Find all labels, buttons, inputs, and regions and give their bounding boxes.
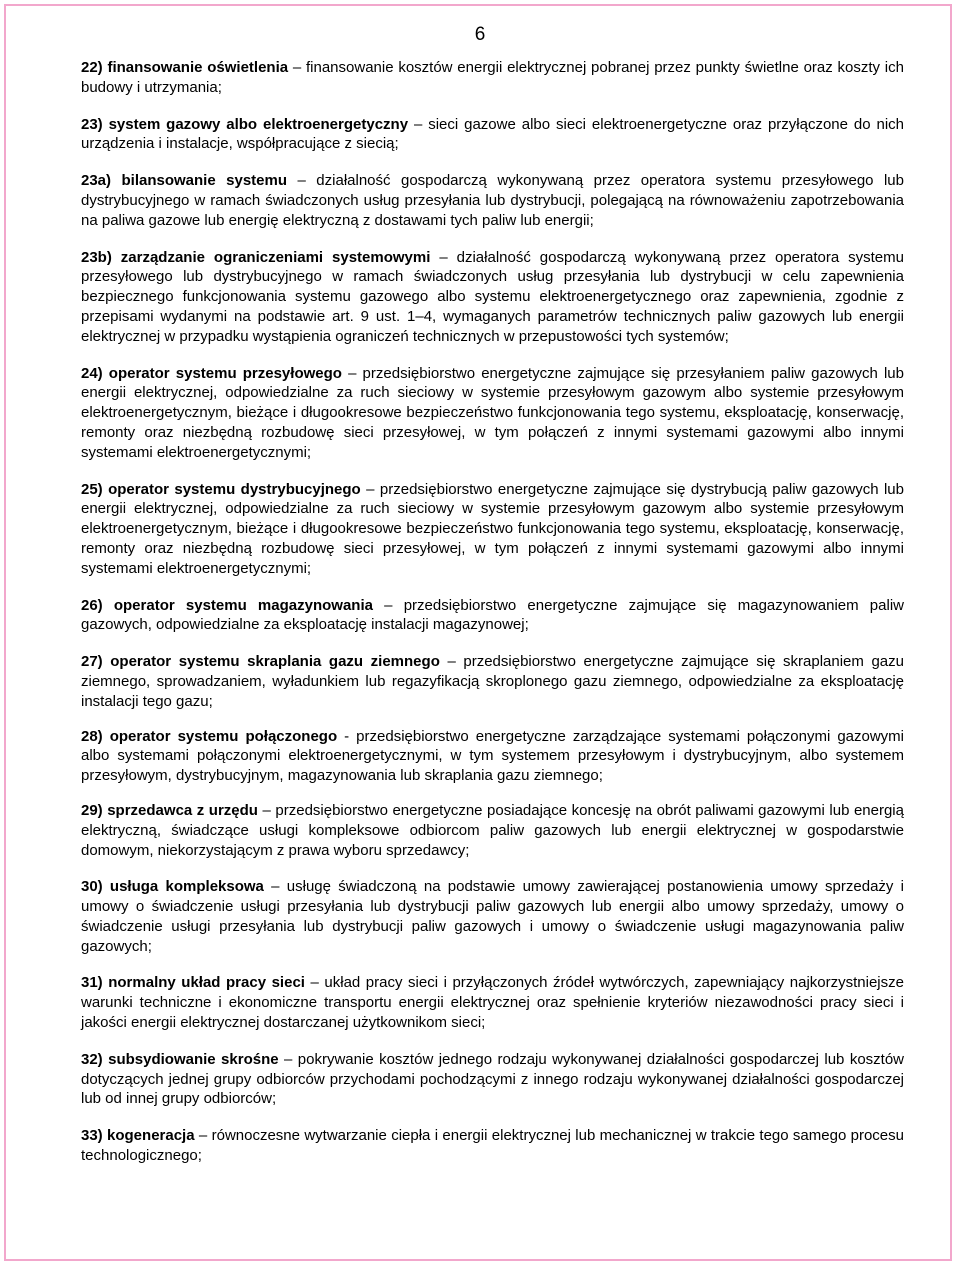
definition-term: 24) operator systemu przesyłowego [81,364,342,382]
definition-text: równoczesne wytwarzanie ciepła i energii elektrycznej lub mechanicznej w trakcie tego samego procesu technologicznego; [81,1127,904,1165]
definition-entry-22 [81,58,904,98]
definition-entry-23 [81,115,904,155]
definition-entry-31 [81,973,904,1032]
definition-term: 31) normalny układ pracy sieci [81,974,305,992]
definition-separator: – [408,115,429,133]
definition-text: usługę świadczoną na podstawie umowy zawierającej postanowienia umowy sprzedaży i umowy o świadczenie usługi przesyłania lub dystrybucji paliw gazowych lub energii albo umowy sprzedaży, umowy o świadczenie usługi przesyłania lub dystrybucji paliw gazowych i umowy o świadczenie usługi magazynowania paliw gazowych; [81,878,904,955]
definition-text: układ pracy sieci i przyłączonych źródeł wytwórczych, zapewniający najkorzystniejsze warunki techniczne i ekonomiczne transportu energii elektrycznej oraz spełnienie kryteriów niezawodności pracy sieci i jakości energii elektrycznej dostarczanej użytkownikom sieci; [81,974,904,1032]
definition-entry-23b [81,248,904,347]
definition-entry-32 [81,1050,904,1109]
definition-entry-24 [81,364,904,463]
definition-text: sieci gazowe albo sieci elektroenergetyczne oraz przyłączone do nich urządzenia i instalacje, współpracujące z siecią; [81,115,904,153]
definition-separator: - [337,727,357,745]
definition-entry-28 [81,727,904,786]
definition-entry-23a [81,171,904,230]
definition-separator: – [194,1127,212,1145]
definition-separator: – [263,878,287,896]
definition-separator: – [360,480,380,498]
definition-term: 29) sprzedawca z urzędu [81,801,258,819]
definition-term: 22) finansowanie oświetlenia [81,59,289,76]
definitions-list [81,58,904,1183]
definition-term: 23b) zarządzanie ograniczeniami systemowymi [81,248,431,266]
definition-text: przedsiębiorstwo energetyczne zajmujące się dystrybucją paliw gazowych lub energii elektrycznej, odpowiedzialne za ruch sieciowy w systemie przesyłowym gazowym albo systemie przesyłowym elektroenergetycznym, bieżące i długookresowe bezpieczeństwo funkcjonowania tego systemu, eksploatację, konserwację, remonty oraz niezbędną rozbudowę sieci przesyłowej, w tym połączeń z innymi systemami gazowymi albo innymi systemami elektroenergetycznymi; [81,480,904,577]
definition-term: 32) subsydiowanie skrośne [81,1050,279,1068]
definition-term: 25) operator systemu dystrybucyjnego [81,480,361,498]
definition-separator: – [288,59,306,76]
definition-term: 30) usługa kompleksowa [81,878,264,896]
definition-entry-27 [81,652,904,711]
definition-separator: – [439,653,464,671]
definition-text: przedsiębiorstwo energetyczne zajmujące się skraplaniem gazu ziemnego, sprowadzaniem, wyładunkiem lub regazyfikacją skroplonego gazu ziemnego, odpowiedzialne za eksploatację instalacji tego gazu; [81,653,904,710]
definition-separator: – [257,801,276,819]
definition-term: 33) kogeneracja [81,1127,195,1145]
definition-text: przedsiębiorstwo energetyczne zarządzające systemami połączonymi gazowymi albo systemami połączonymi elektroenergetycznymi, w tym systemem przesyłowym i dystrybucyjnym, albo systemem przesyłowym, dystrybucyjnym, magazynowania lub skraplania gazu ziemnego; [81,727,904,785]
definition-entry-25 [81,480,904,579]
definition-entry-26 [81,596,904,636]
definition-text: przedsiębiorstwo energetyczne posiadające koncesję na obrót paliwami gazowymi lub energią elektryczną, świadczące usługi kompleksowe odbiorcom paliw gazowych lub energii elektrycznej w gospodarstwie domowym, niekorzystającym z prawa wyboru sprzedawcy; [81,801,904,859]
definition-term: 23) system gazowy albo elektroenergetyczny [81,115,409,133]
definition-text: finansowanie kosztów energii elektrycznej pobranej przez punkty świetlne oraz koszty ich budowy i utrzymania; [81,59,904,96]
definition-separator: – [430,248,457,266]
definition-separator: – [287,172,317,190]
definition-entry-33 [81,1126,904,1166]
definition-text: przedsiębiorstwo energetyczne zajmujące się przesyłaniem paliw gazowych lub energii elektrycznej, odpowiedzialne za ruch sieciowy w systemie przesyłowym gazowym albo systemie przesyłowym elektroenergetycznym, bieżące i długookresowe bezpieczeństwo funkcjonowania tego systemu, eksploatację, konserwację, remonty oraz niezbędną rozbudowę sieci przesyłowej, w tym połączeń z innymi systemami gazowymi albo innymi systemami elektroenergetycznymi; [81,364,904,461]
definition-entry-29 [81,801,904,860]
definition-text: pokrywanie kosztów jednego rodzaju wykonywanej działalności gospodarczej lub kosztów dotyczących jednej grupy odbiorców przychodami pochodzącymi z innego rodzaju wykonywanej działalności gospodarczej lub od innej grupy odbiorców; [81,1050,905,1108]
definition-text: przedsiębiorstwo energetyczne zajmujące się magazynowaniem paliw gazowych, odpowiedzialne za eksploatację instalacji magazynowej; [81,596,904,634]
definition-term: 28) operator systemu połączonego [81,727,338,745]
definition-text: działalność gospodarczą wykonywaną przez operatora systemu przesyłowego lub dystrybucyjnego w ramach świadczonych usług przesyłania lub dystrybucji w celu zapewnienia bezpiecznego funkcjonowania systemu gazowego albo systemu elektroenergetycznego oraz zapewnienia, zgodnie z przepisami wydanymi na podstawie art. 9 ust. 1–4, wymaganych parametrów technicznych paliw gazowych lub energii elektrycznej w przypadku wystąpienia ograniczeń technicznych w przepustowości tych systemów; [81,248,904,345]
definition-separator: – [372,596,404,614]
page-number: 6 [474,24,486,45]
definition-separator: – [341,364,363,382]
definition-entry-30 [81,877,904,956]
definition-text: działalność gospodarczą wykonywaną przez operatora systemu przesyłowego lub dystrybucyjnego w ramach świadczonych usług przesyłania lub dystrybucji, polegającą na równoważeniu zapotrzebowania na paliwa gazowe lub energię elektryczną z dostawami tych paliw lub energii; [81,172,904,229]
definition-separator: – [278,1050,298,1068]
definition-term: 27) operator systemu skraplania gazu ziemnego [81,653,440,671]
definition-term: 23a) bilansowanie systemu [81,172,288,190]
definition-term: 26) operator systemu magazynowania [81,596,373,614]
definition-separator: – [304,974,325,992]
